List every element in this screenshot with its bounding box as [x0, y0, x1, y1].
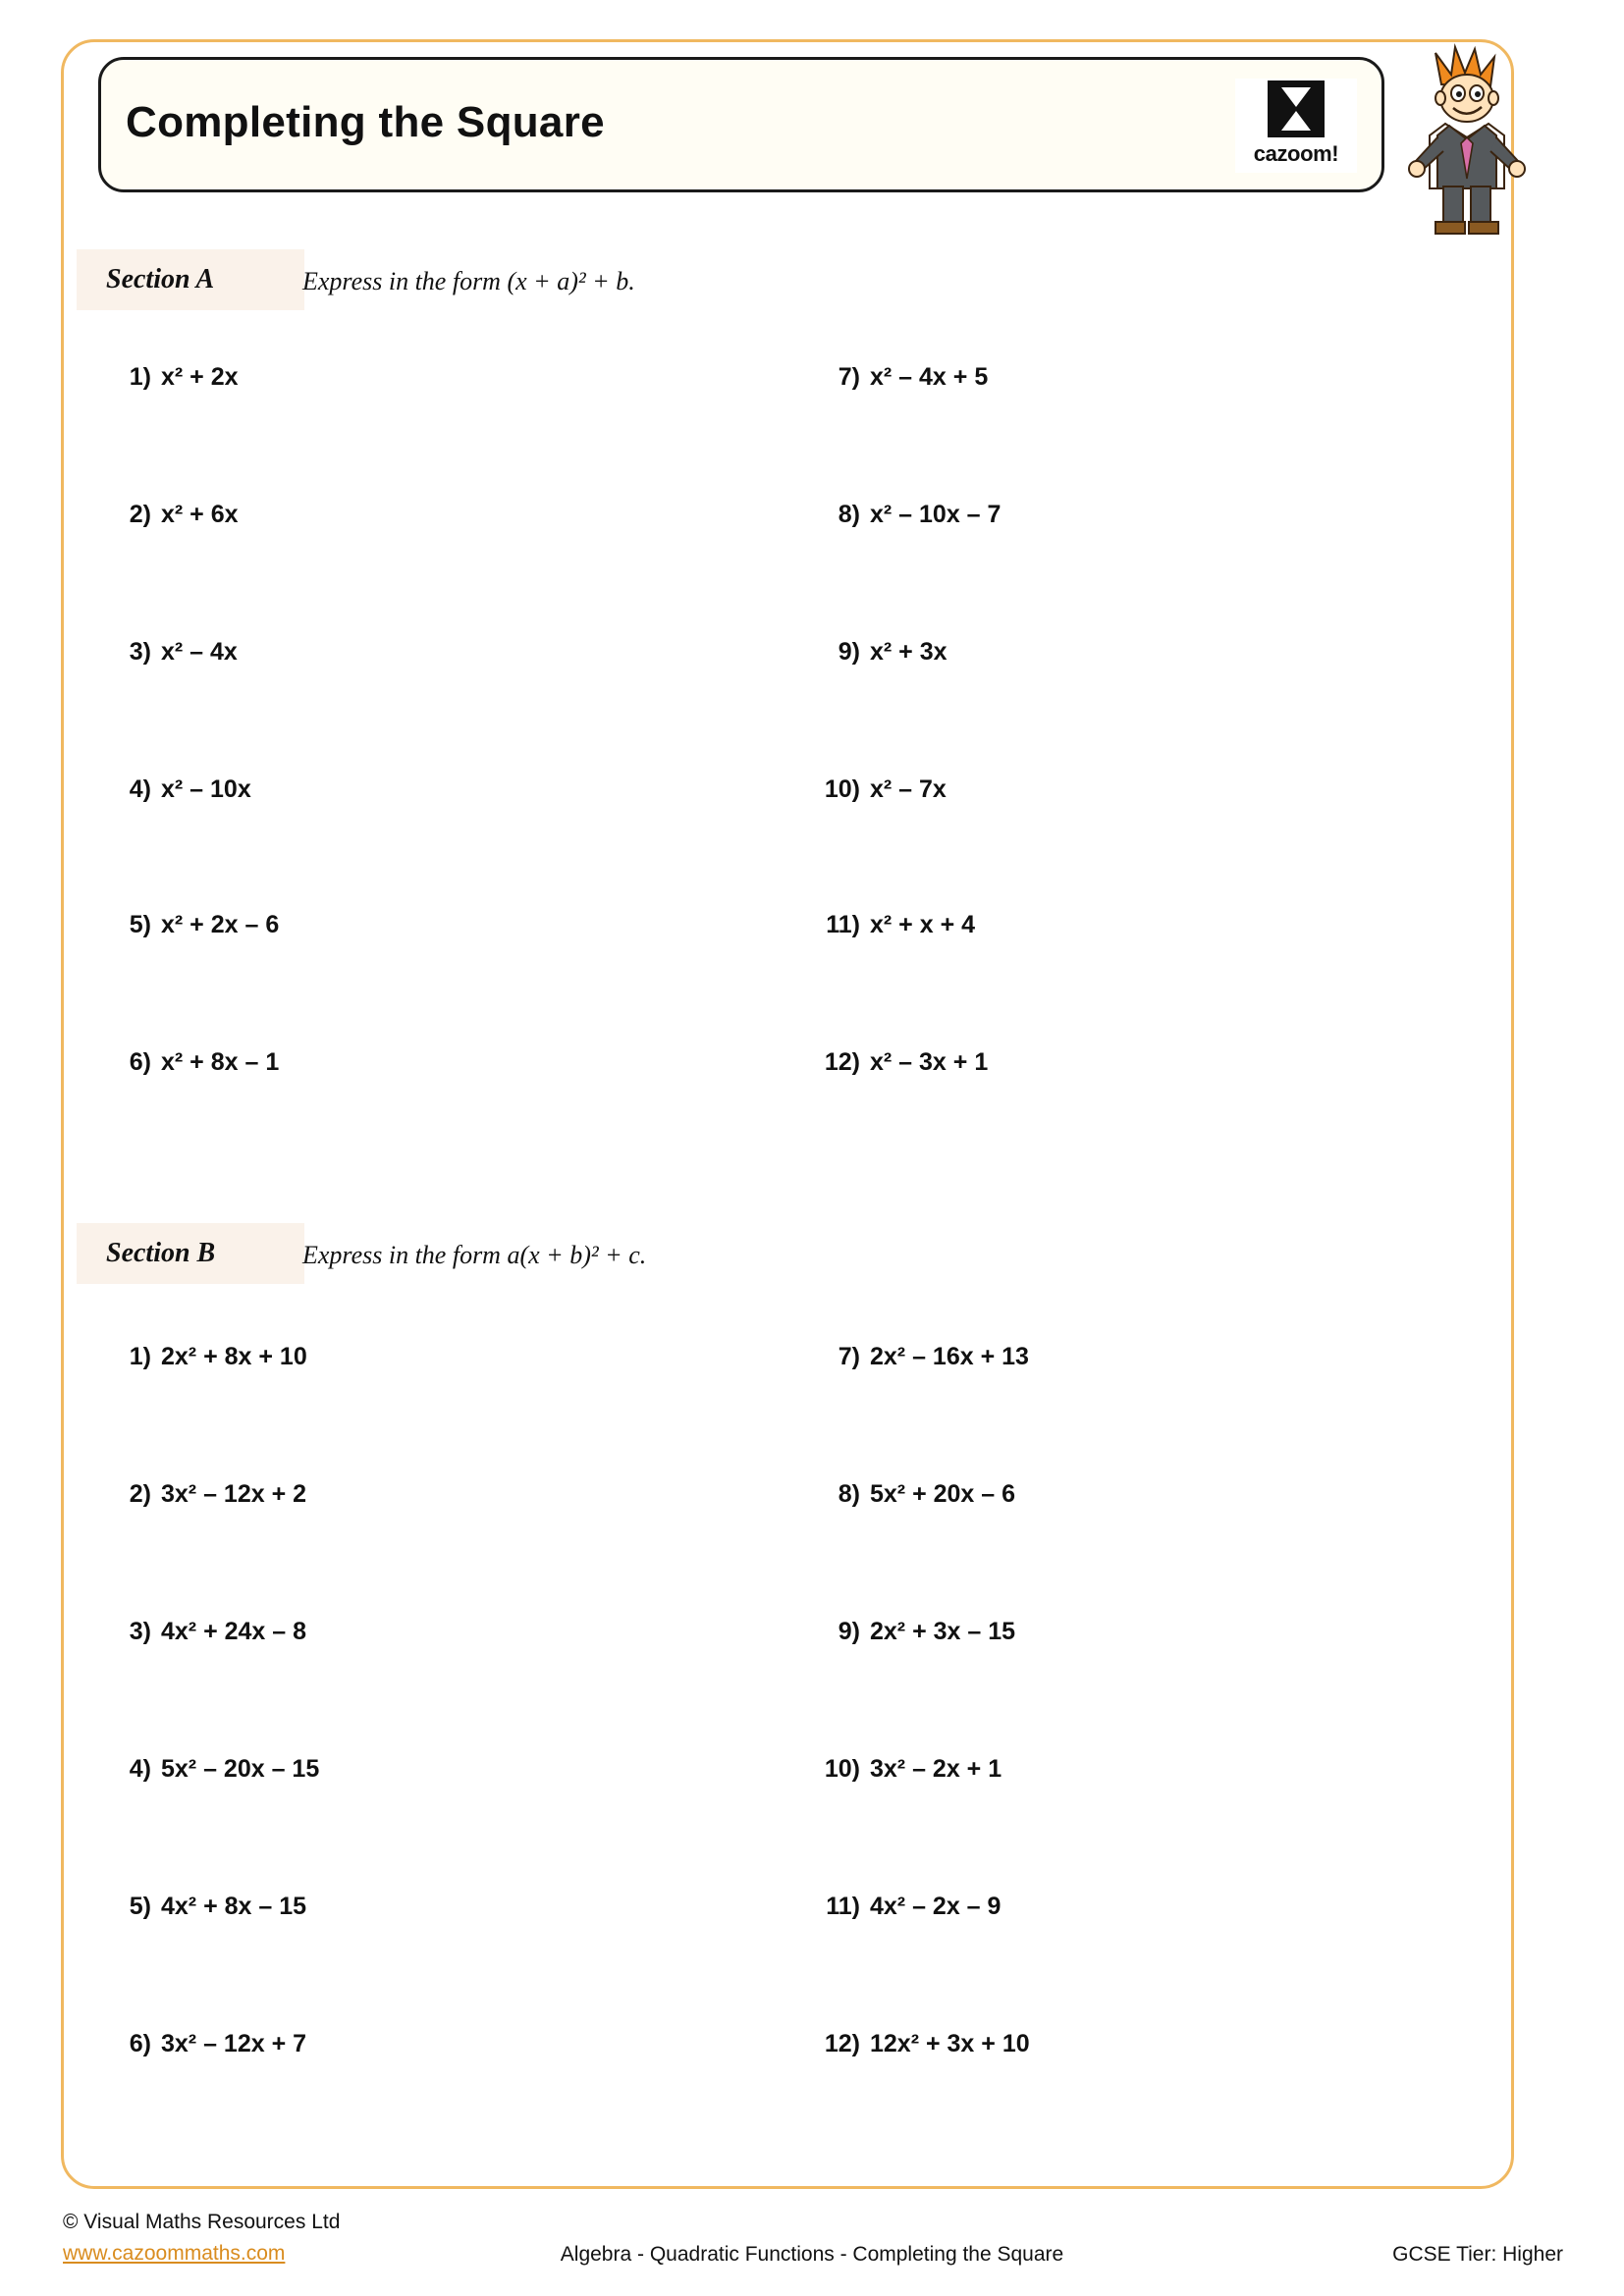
mascot-illustration	[1406, 41, 1536, 247]
question-body: 5x² – 20x – 15	[161, 1755, 320, 1783]
question-number: 12)	[824, 1048, 860, 1076]
question-number: 11)	[826, 1893, 860, 1920]
question-number: 3)	[129, 1618, 151, 1645]
question-item	[106, 363, 239, 392]
question-body: 2x² – 16x + 13	[870, 1343, 1029, 1370]
question-body: 3x² – 12x + 7	[161, 2030, 307, 2057]
question-number: 3)	[129, 638, 151, 666]
hourglass-icon	[1268, 80, 1325, 137]
question-body: x² – 10x	[161, 775, 251, 803]
website-link[interactable]: www.cazoommaths.com	[63, 2241, 286, 2265]
question-number: 6)	[129, 2030, 151, 2057]
question-body: x² + 6x	[161, 501, 239, 528]
question-item	[815, 363, 988, 392]
question-item	[815, 911, 975, 939]
question-item	[815, 1343, 1029, 1371]
question-item	[106, 638, 238, 667]
question-number: 1)	[129, 1343, 151, 1370]
page-title: Completing the Square	[126, 98, 605, 146]
question-number: 6)	[129, 1048, 151, 1076]
question-body: x² – 4x	[161, 638, 238, 666]
question-number: 11)	[826, 911, 860, 938]
section-b-label: Section B	[106, 1238, 216, 1268]
question-number: 10)	[824, 775, 860, 803]
question-body: 3x² – 12x + 2	[161, 1480, 307, 1508]
question-number: 8)	[838, 1480, 860, 1508]
question-body: x² + x + 4	[870, 911, 976, 938]
logo-wordmark: cazoom!	[1253, 141, 1339, 166]
question-number: 2)	[129, 1480, 151, 1508]
question-item	[815, 775, 947, 804]
question-body: 2x² + 3x – 15	[870, 1618, 1016, 1645]
question-item	[815, 1618, 1015, 1646]
question-number: 12)	[824, 2030, 860, 2057]
question-item	[106, 1618, 306, 1646]
question-item	[106, 1755, 319, 1784]
question-number: 7)	[838, 1343, 860, 1370]
question-body: x² + 2x	[161, 363, 239, 391]
question-item	[815, 2030, 1030, 2058]
question-body: x² + 8x – 1	[161, 1048, 280, 1076]
question-item	[106, 775, 251, 804]
section-b-tag	[77, 1223, 304, 1284]
footer-tier: GCSE Tier: Higher	[1392, 2243, 1563, 2266]
section-a-instruction: Express in the form (x + a)² + b.	[302, 267, 635, 295]
question-number: 1)	[129, 363, 151, 391]
question-item	[106, 501, 239, 529]
question-item	[106, 1893, 306, 1921]
question-item	[815, 1893, 1001, 1921]
question-number: 4)	[129, 1755, 151, 1783]
section-b-instruction: Express in the form a(x + b)² + c.	[302, 1241, 647, 1269]
question-item	[815, 1755, 1001, 1784]
question-body: x² + 3x	[870, 638, 947, 666]
question-number: 9)	[838, 1618, 860, 1645]
question-item	[106, 2030, 306, 2058]
question-number: 2)	[129, 501, 151, 528]
question-item	[106, 1048, 279, 1077]
question-item	[106, 1480, 306, 1509]
question-body: x² – 7x	[870, 775, 947, 803]
cazoom-logo	[1235, 79, 1357, 173]
question-number: 5)	[129, 1893, 151, 1920]
question-number: 8)	[838, 501, 860, 528]
question-item	[815, 1048, 988, 1077]
copyright-text: © Visual Maths Resources Ltd	[63, 2211, 341, 2233]
question-body: 5x² + 20x – 6	[870, 1480, 1016, 1508]
question-body: 12x² + 3x + 10	[870, 2030, 1030, 2057]
question-body: x² + 2x – 6	[161, 911, 280, 938]
question-body: x² – 3x + 1	[870, 1048, 989, 1076]
question-body: 3x² – 2x + 1	[870, 1755, 1002, 1783]
section-a-tag	[77, 249, 304, 310]
question-item	[106, 1343, 307, 1371]
question-number: 5)	[129, 911, 151, 938]
question-item	[106, 911, 279, 939]
question-body: 4x² + 24x – 8	[161, 1618, 307, 1645]
section-a-label: Section A	[106, 264, 215, 294]
question-body: x² – 4x + 5	[870, 363, 989, 391]
question-body: x² – 10x – 7	[870, 501, 1001, 528]
question-item	[815, 501, 1001, 529]
question-number: 9)	[838, 638, 860, 666]
question-body: 4x² – 2x – 9	[870, 1893, 1001, 1920]
question-number: 7)	[838, 363, 860, 391]
question-body: 2x² + 8x + 10	[161, 1343, 307, 1370]
question-item	[815, 1480, 1015, 1509]
footer-topic: Algebra - Quadratic Functions - Completing the Square	[560, 2243, 1064, 2266]
question-number: 4)	[129, 775, 151, 803]
page-border	[61, 39, 1514, 2189]
question-body: 4x² + 8x – 15	[161, 1893, 307, 1920]
question-number: 10)	[824, 1755, 860, 1783]
question-item	[815, 638, 947, 667]
